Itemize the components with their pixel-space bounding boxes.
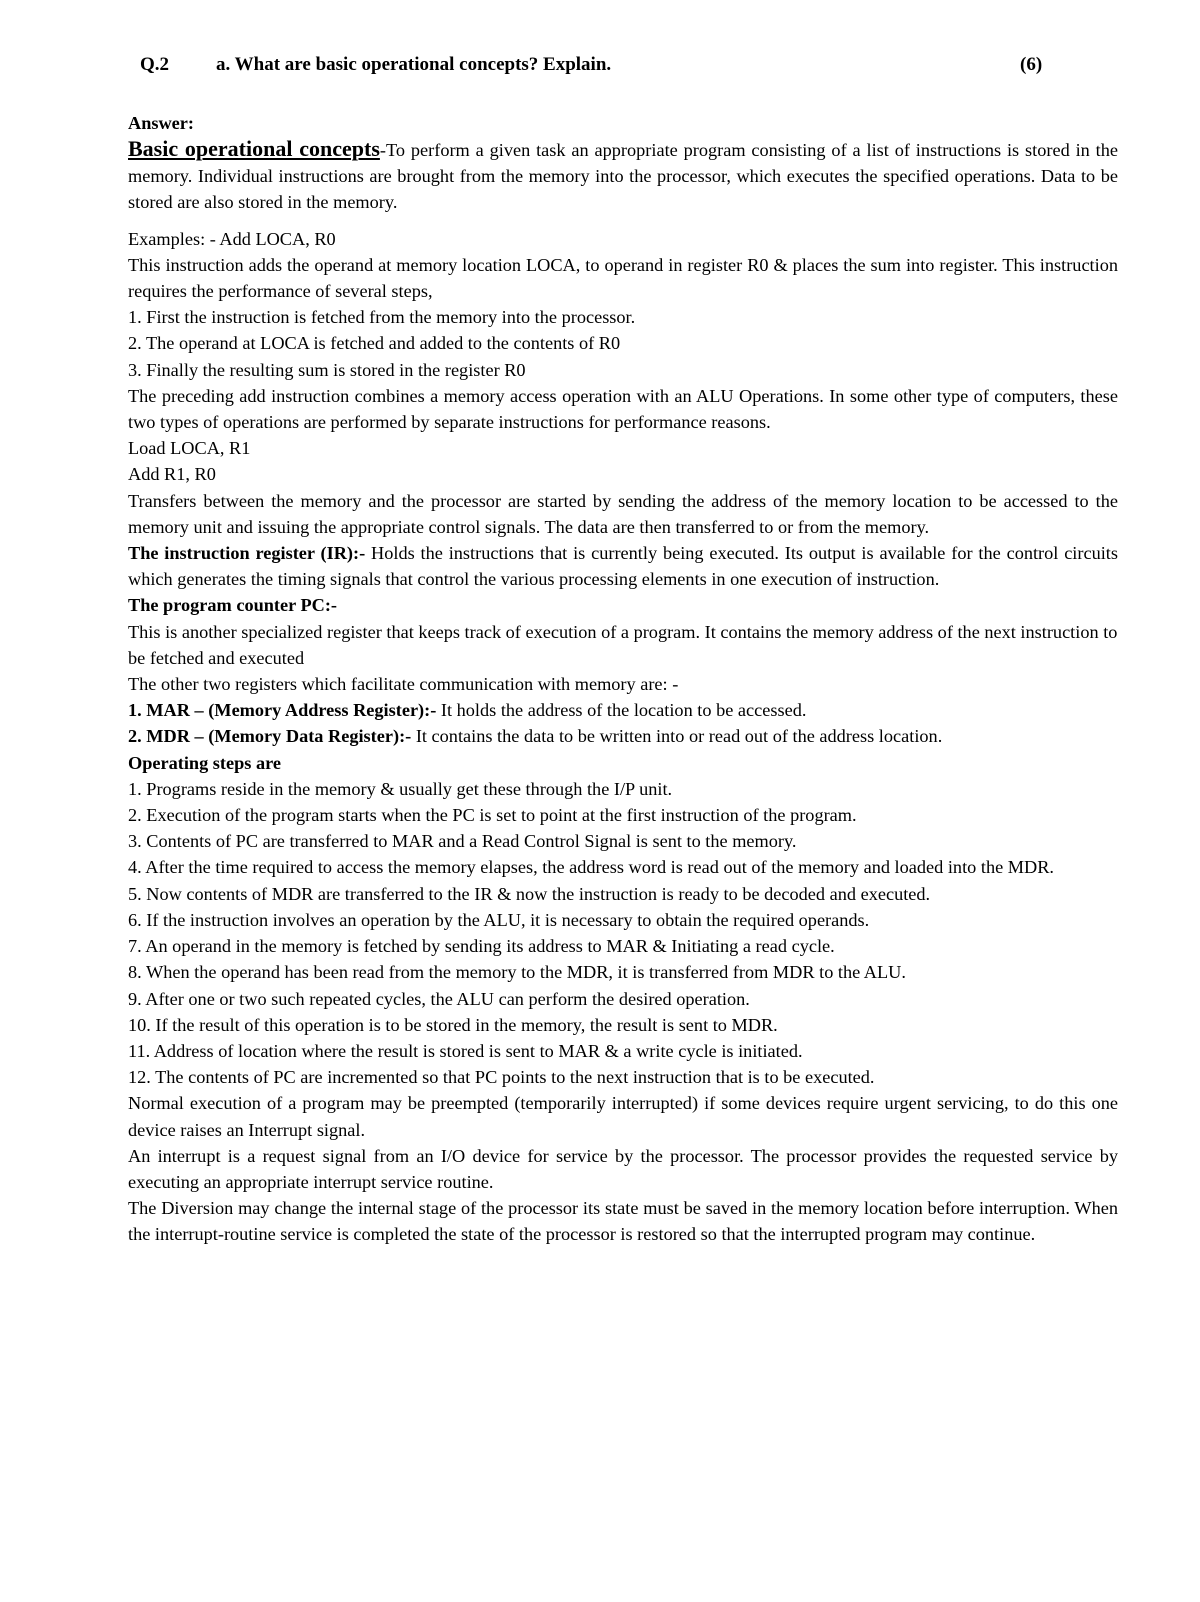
closing-paragraph-2: An interrupt is a request signal from an I/O device for service by the processor. The processor provides the requested service by executing an appropriate interrupt service routine. [128,1145,1118,1192]
question-number: Q.2 [140,54,170,75]
example-line: Examples: - Add LOCA, R0 [128,228,336,249]
mdr-paragraph [128,723,1118,749]
pc-heading: The program counter PC:- [128,595,338,616]
code-line-1: Load LOCA, R1 [128,438,251,459]
code-line-2: Add R1, R0 [128,464,216,485]
operating-step-7: 7. An operand in the memory is fetched by sending its address to MAR & Initiating a read cycle. [128,936,835,957]
operating-step-12: 12. The contents of PC are incremented so that PC points to the next instruction that is to be executed. [128,1067,875,1088]
pc-text: This is another specialized register that keeps track of execution of a program. It contains the memory address of the next instruction to be fetched and executed [128,621,1118,668]
operating-step-11: 11. Address of location where the result is stored is sent to MAR & a write cycle is initiated. [128,1040,803,1061]
operating-heading: Operating steps are [128,752,282,773]
ir-paragraph [128,540,1118,592]
operating-step-3: 3. Contents of PC are transferred to MAR and a Read Control Signal is sent to the memory. [128,831,797,852]
example-description: This instruction adds the operand at memory location LOCA, to operand in register R0 & places the sum into register. This instruction requires the performance of several steps, [128,254,1118,302]
intro-heading: Basic operational concepts [128,136,380,161]
intro-text: -To perform a given task an appropriate program consisting of a list of instructions is stored in the memory. Individual instructions are brought from the memory into the processor, which executes the specified operations. Data to be stored are also stored in the memory. [128,140,1118,213]
operating-step-1: 1. Programs reside in the memory & usually get these through the I/P unit. [128,778,673,799]
question-text: a. What are basic operational concepts? Explain. [216,54,612,75]
example-step-3: 3. Finally the resulting sum is stored in the register R0 [128,359,526,380]
intro-paragraph [128,136,1118,216]
example-step-2: 2. The operand at LOCA is fetched and added to the contents of R0 [128,333,621,354]
operating-step-9: 9. After one or two such repeated cycles, the ALU can perform the desired operation. [128,988,750,1009]
pc-other: The other two registers which facilitate communication with memory are: - [128,674,679,695]
mdr-text: It contains the data to be written into or read out of the address location. [411,726,943,747]
operating-step-4: 4. After the time required to access the memory elapses, the address word is read out of the memory and loaded into the MDR. [128,857,1054,878]
mar-paragraph [128,697,1118,723]
question-line [140,52,1118,86]
closing-paragraph-1: Normal execution of a program may be preempted (temporarily interrupted) if some devices require urgent servicing, to do this one device raises an Interrupt signal. [128,1093,1118,1140]
operating-step-8: 8. When the operand has been read from the memory to the MDR, it is transferred from MDR to the ALU. [128,962,906,983]
answer-label: Answer: [128,113,195,133]
example-step-1: 1. First the instruction is fetched from the memory into the processor. [128,307,636,328]
operating-step-5: 5. Now contents of MDR are transferred to the IR & now the instruction is ready to be decoded and executed. [128,883,931,904]
preceding-paragraph: The preceding add instruction combines a memory access operation with an ALU Operations. In some other type of computers, these two types of operations are performed by separate instructions for performance reasons. [128,385,1118,433]
document-page [128,52,1118,1248]
mar-heading: 1. MAR – (Memory Address Register):- [128,700,437,721]
operating-step-2: 2. Execution of the program starts when the PC is set to point at the first instruction of the program. [128,805,857,826]
closing-paragraph-3: The Diversion may change the internal stage of the processor its state must be saved in the memory location before interruption. When the interrupt-routine service is completed the state of the processor is restored so that the interrupted program may continue. [128,1198,1118,1245]
operating-step-10: 10. If the result of this operation is to be stored in the memory, the result is sent to MDR. [128,1014,778,1035]
mar-text: It holds the address of the location to be accessed. [436,700,807,721]
ir-text: Holds the instructions that is currently being executed. Its output is available for the control circuits which generates the timing signals that control the various processing elements in one execution of instruction. [128,543,1119,590]
operating-step-6: 6. If the instruction involves an operation by the ALU, it is necessary to obtain the required operands. [128,909,870,930]
transfers-paragraph: Transfers between the memory and the processor are started by sending the address of the memory location to be accessed to the memory unit and issuing the appropriate control signals. The data are then transferred to or from the memory. [128,490,1118,537]
question-marks: (6) [1020,54,1043,75]
ir-heading: The instruction register (IR):- [128,543,366,564]
mdr-heading: 2. MDR – (Memory Data Register):- [128,726,412,747]
